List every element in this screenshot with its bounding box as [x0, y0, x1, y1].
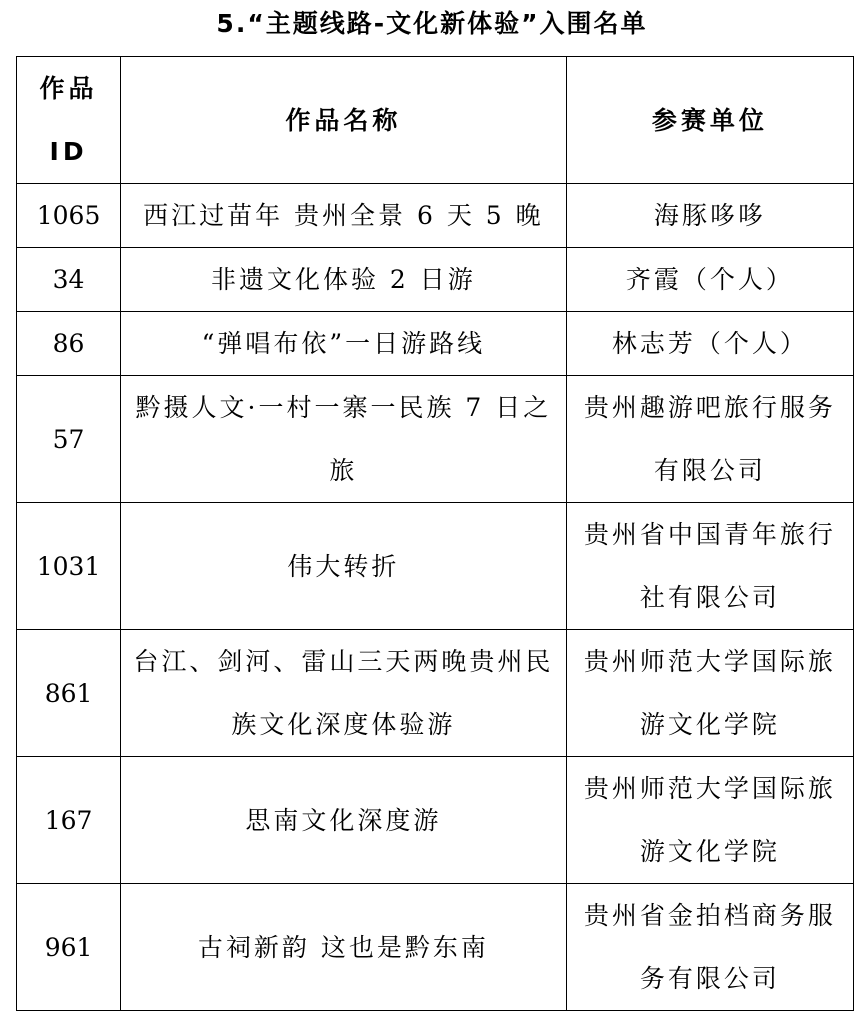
header-name: 作品名称: [121, 57, 567, 184]
cell-id: 167: [17, 757, 121, 884]
table-row: [17, 248, 854, 312]
cell-unit: 齐霞（个人）: [566, 248, 853, 312]
cell-unit: 贵州省中国青年旅行社有限公司: [566, 503, 853, 630]
table-row: [17, 757, 854, 884]
header-id: 作品 ID: [17, 57, 121, 184]
table-row: [17, 376, 854, 503]
page-title: 5.“主题线路-文化新体验”入围名单: [216, 9, 648, 38]
cell-unit: 海豚哆哆: [566, 184, 853, 248]
table-row: [17, 312, 854, 376]
cell-name: “弹唱布依”一日游路线: [121, 312, 567, 376]
table-row: [17, 630, 854, 757]
cell-id: 1031: [17, 503, 121, 630]
cell-id: 57: [17, 376, 121, 503]
shortlist-table: [16, 56, 854, 1011]
cell-id: 86: [17, 312, 121, 376]
cell-name: 西江过苗年 贵州全景 6 天 5 晚: [121, 184, 567, 248]
cell-name: 伟大转折: [121, 503, 567, 630]
header-unit: 参赛单位: [566, 57, 853, 184]
cell-name: 台江、剑河、雷山三天两晚贵州民族文化深度体验游: [121, 630, 567, 757]
table-row: [17, 184, 854, 248]
cell-unit: 贵州师范大学国际旅游文化学院: [566, 757, 853, 884]
cell-id: 861: [17, 630, 121, 757]
table-row: [17, 503, 854, 630]
table-header-row: [17, 57, 854, 184]
cell-name: 非遗文化体验 2 日游: [121, 248, 567, 312]
table-row: [17, 884, 854, 1011]
cell-id: 1065: [17, 184, 121, 248]
cell-unit: 贵州省金拍档商务服务有限公司: [566, 884, 853, 1011]
cell-name: 黔摄人文·一村一寨一民族 7 日之旅: [121, 376, 567, 503]
cell-name: 思南文化深度游: [121, 757, 567, 884]
cell-unit: 贵州师范大学国际旅游文化学院: [566, 630, 853, 757]
cell-unit: 林志芳（个人）: [566, 312, 853, 376]
cell-id: 961: [17, 884, 121, 1011]
cell-unit: 贵州趣游吧旅行服务有限公司: [566, 376, 853, 503]
cell-id: 34: [17, 248, 121, 312]
cell-name: 古祠新韵 这也是黔东南: [121, 884, 567, 1011]
